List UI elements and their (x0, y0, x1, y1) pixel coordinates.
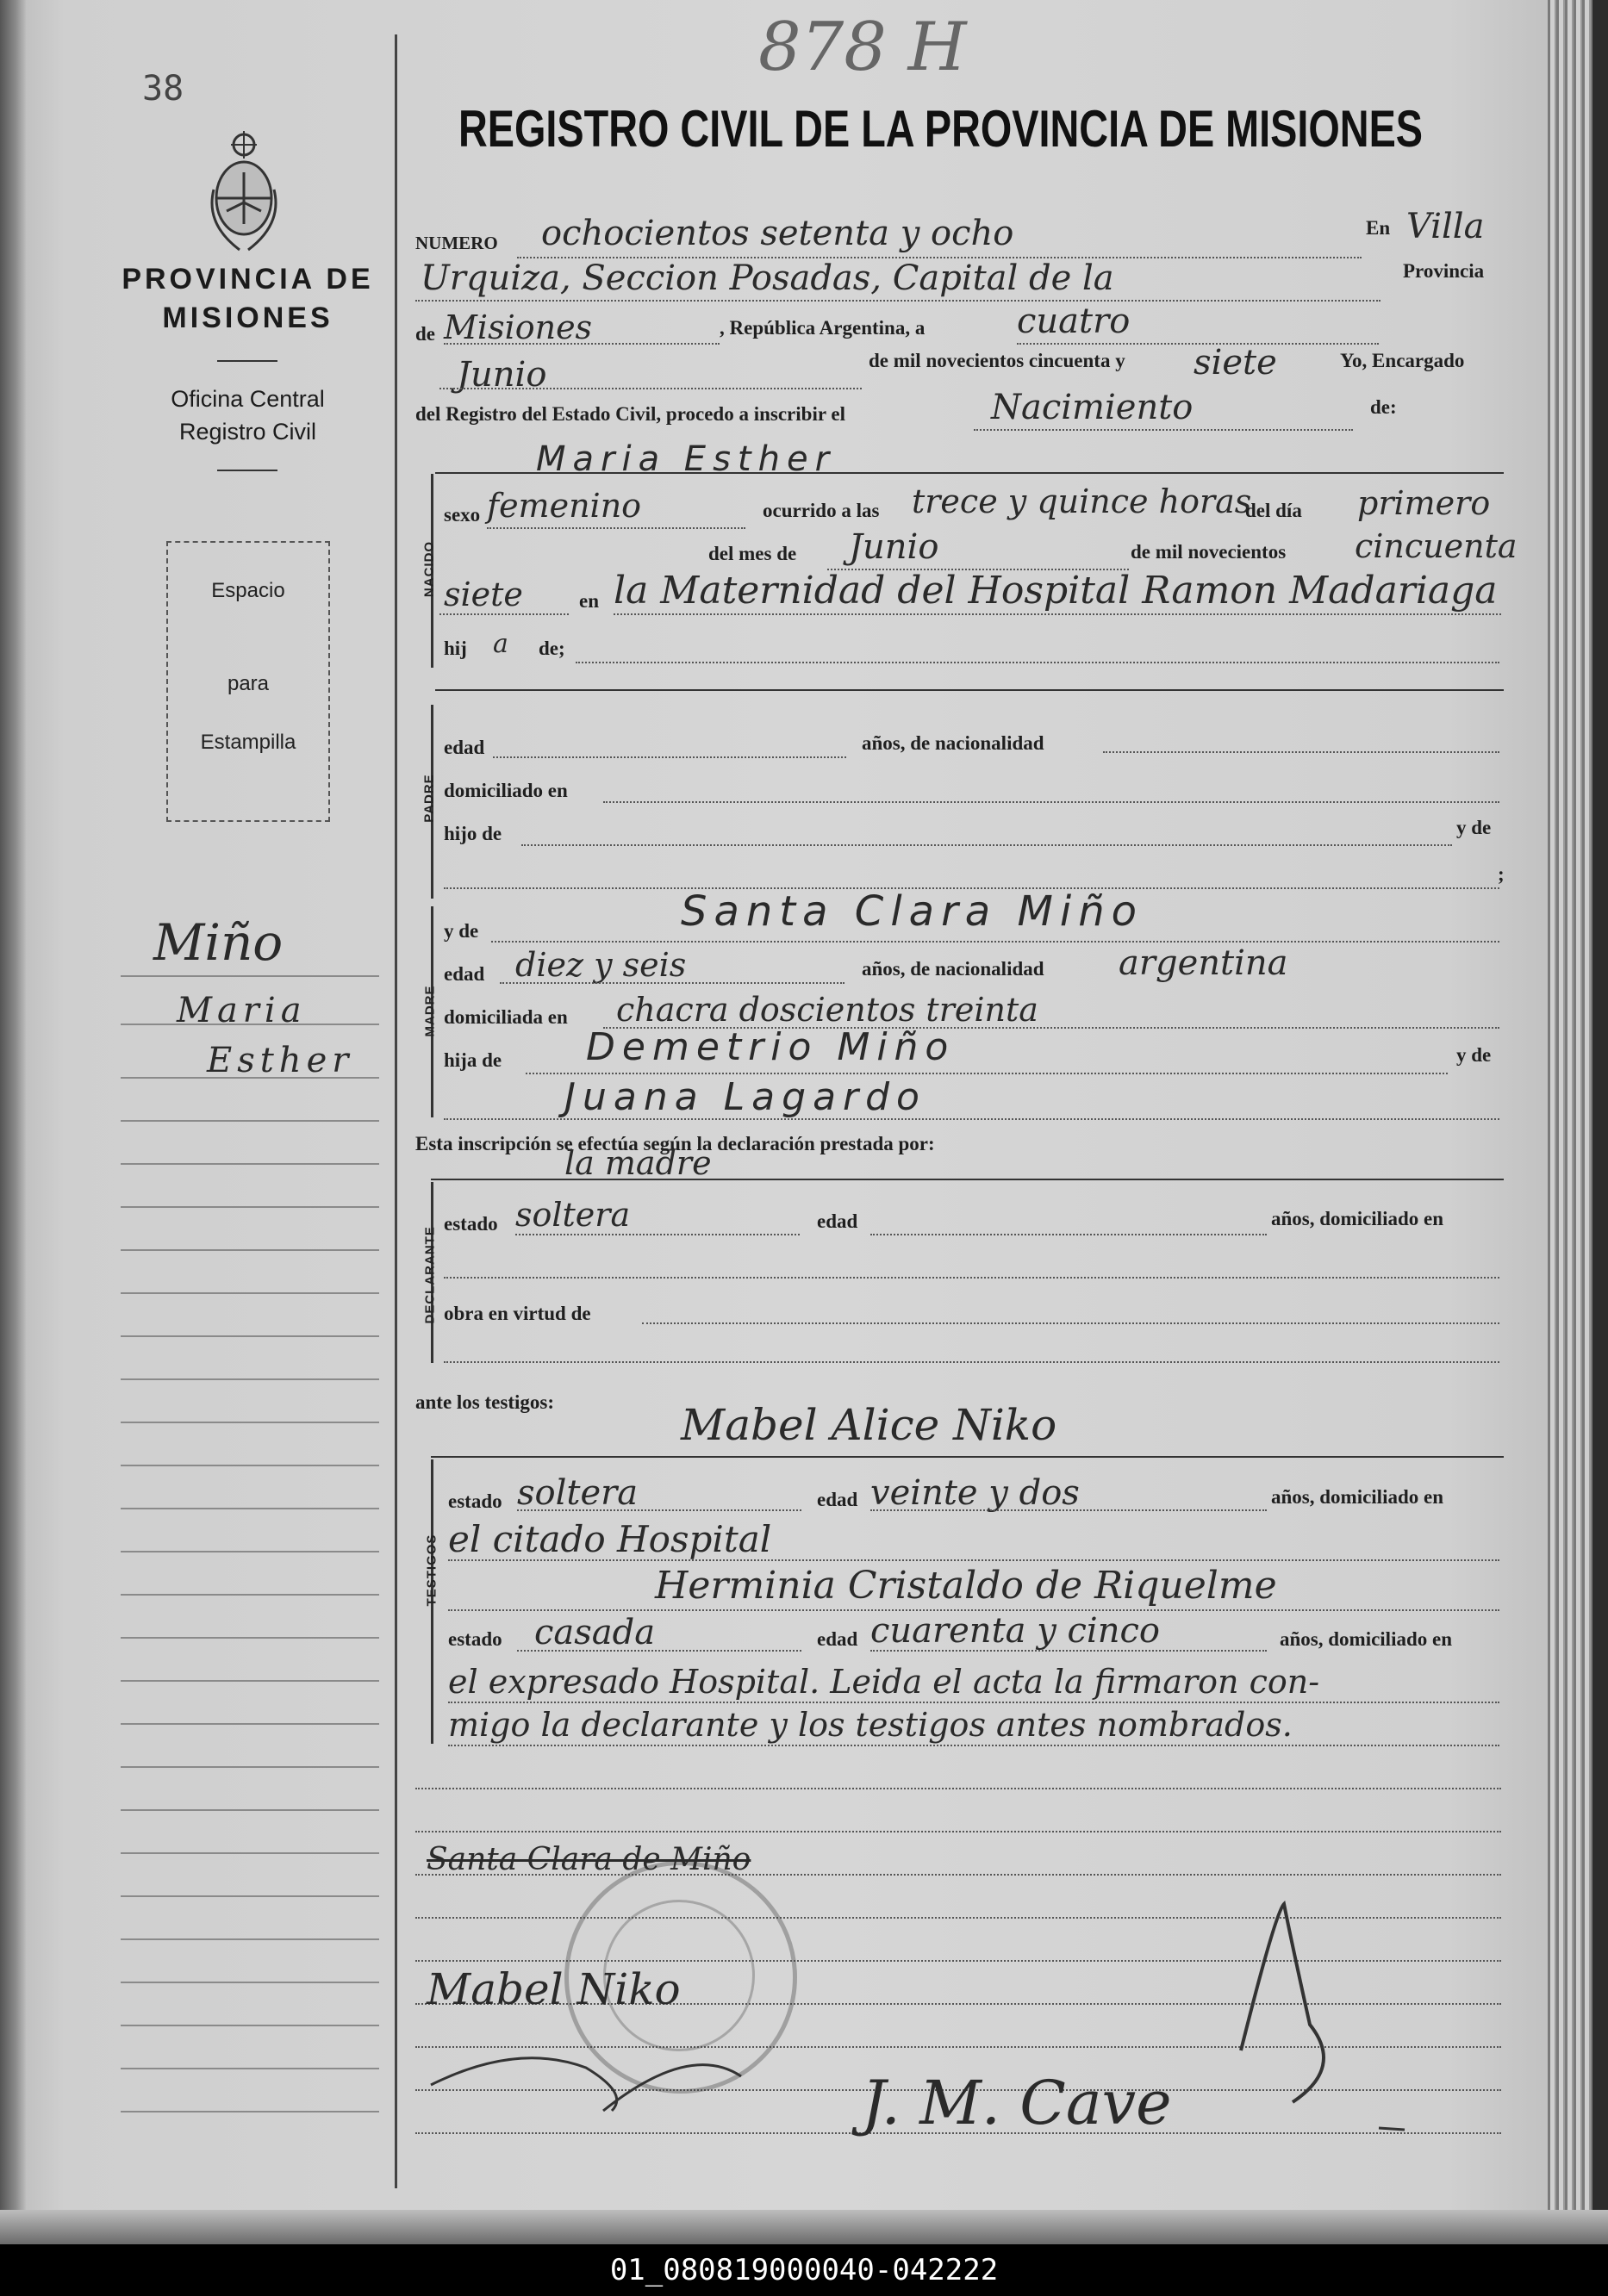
mes-nacimiento-value: Junio (849, 527, 939, 567)
en-label: En (1366, 217, 1391, 239)
provincia-value: Misiones (444, 308, 593, 346)
declarante-por-value: la madre (564, 1144, 712, 1182)
anio-value: siete (1194, 343, 1277, 383)
padre-domiciliado-label: domiciliado en (444, 780, 568, 801)
cierre-linea-1: el expresado Hospital. Leida el acta la firmaron con- (448, 1663, 1320, 1701)
padre-anios-label: años, de nacionalidad (862, 732, 1044, 754)
t1-domicilio-value: el citado Hospital (448, 1518, 772, 1560)
page-number-stamp: 38 (142, 69, 184, 109)
madre-nombre-value: Santa Clara Miño (681, 887, 1144, 936)
office-name-line1: Oficina Central (171, 386, 325, 412)
declarante-section-label: DECLARANTE (422, 1226, 438, 1324)
hij-label: hij (444, 638, 467, 659)
image-id-footer: 01_080819000040-042222 (0, 2244, 1608, 2296)
dia-nacimiento-value: primero (1357, 484, 1491, 522)
del-registro-label: del Registro del Estado Civil, procedo a inscribir el (415, 403, 845, 425)
acto-value: Nacimiento (991, 388, 1194, 427)
dia-value: cuatro (1017, 302, 1131, 341)
margin-surname: Miño (153, 913, 284, 972)
localidad-value: Urquiza, Seccion Posadas, Capital de la (421, 258, 1114, 298)
firma-encargado: J. M. Cave (862, 2068, 1172, 2138)
madre-anios-label: años, de nacionalidad (862, 958, 1044, 980)
padre-section-label: PADRE (421, 774, 437, 823)
madre-edad-label: edad (444, 963, 485, 985)
margin-name-2: Esther (207, 1041, 354, 1080)
testigo2-nombre: Herminia Cristaldo de Riquelme (655, 1564, 1277, 1608)
declarante-estado-label: estado (444, 1213, 498, 1235)
obra-label: obra en virtud de (444, 1303, 591, 1324)
madre-section-label: MADRE (422, 985, 438, 1037)
column-divider (395, 34, 397, 2188)
stamp-label-1: Espacio (211, 579, 285, 602)
declarante-estado-value: soltera (515, 1196, 631, 1234)
t1-estado-label: estado (448, 1490, 502, 1512)
madre-edad-value: diez y seis (515, 946, 687, 984)
del-dia-label: del día (1245, 500, 1302, 521)
t2-estado-label: estado (448, 1628, 502, 1650)
firma-testigo: Mabel Niko (427, 1964, 681, 2014)
en-lugar-label: en (579, 590, 599, 612)
numero-value: ochocientos setenta y ocho (541, 214, 1014, 253)
madre-hija-de-label: hija de (444, 1049, 502, 1071)
provincia-label: Provincia (1403, 260, 1485, 282)
lugar-nacimiento-value: la Maternidad del Hospital Ramon Madariaga (614, 569, 1498, 613)
nacido-section-label: NACIDO (421, 540, 437, 598)
t1-edad-label: edad (817, 1489, 858, 1510)
mil-label: de mil novecientos cincuenta y (869, 350, 1125, 371)
padre-hijo-de-label: hijo de (444, 823, 502, 844)
ocurrido-label: ocurrido a las (763, 500, 880, 521)
t2-edad-label: edad (817, 1628, 858, 1650)
stamp-label-3: Estampilla (200, 731, 296, 754)
del-mes-label: del mes de (708, 543, 797, 564)
anio-nacimiento-value-2: siete (444, 576, 523, 613)
province-name-line2: MISIONES (162, 302, 333, 334)
page-edge-shadow (1592, 0, 1608, 2244)
de-label: de (415, 323, 435, 345)
t1-anios-label: años, domiciliado en (1271, 1486, 1444, 1508)
sidebar-divider (217, 470, 277, 471)
stamp-label-2: para (227, 672, 270, 695)
margin-name-1: Maria (177, 991, 307, 1030)
sexo-value: femenino (487, 487, 642, 525)
mil-nacido-label: de mil novecientos (1131, 541, 1287, 563)
province-name-line1: PROVINCIA DE (122, 263, 374, 296)
mes-value: Junio (457, 355, 547, 395)
page-title: REGISTRO CIVIL DE LA PROVINCIA DE MISIONES (458, 100, 1423, 158)
republica-label: , República Argentina, a (720, 317, 926, 339)
t2-anios-label: años, domiciliado en (1280, 1628, 1453, 1650)
madre-madre-value: Juana Lagardo (564, 1075, 926, 1119)
sidebar-divider (217, 360, 277, 362)
folio-number: 878 H (758, 9, 967, 86)
declarante-edad-label: edad (817, 1210, 858, 1232)
bottom-edge (0, 2210, 1608, 2244)
coat-of-arms-icon (196, 129, 291, 258)
madre-domicilio-value: chacra doscientos treinta (616, 991, 1038, 1029)
t2-edad-value: cuarenta y cinco (870, 1611, 1160, 1651)
hora-value: trece y quince horas (912, 482, 1252, 520)
book-binding (0, 0, 26, 2244)
madre-padre-value: Demetrio Miño (586, 1025, 956, 1069)
office-name-line2: Registro Civil (178, 419, 317, 445)
de2-label: de: (1370, 396, 1397, 418)
madre-y-de2-label: y de (1456, 1044, 1492, 1066)
anio-nacimiento-value-1: cincuenta (1355, 527, 1518, 565)
firma-declarante: Santa Clara de Miño (427, 1842, 751, 1877)
declarante-anios-label: años, domiciliado en (1271, 1208, 1444, 1229)
padre-y-de-label: y de (1456, 817, 1492, 838)
nombre-nacido: Maria Esther (536, 439, 837, 479)
de-padres-label: de; (539, 638, 565, 659)
madre-y-de-label: y de (444, 920, 479, 942)
madre-domiciliada-label: domiciliada en (444, 1006, 568, 1028)
declaracion-intro: Esta inscripción se efectúa según la declaración prestada por: (415, 1133, 935, 1154)
madre-nacionalidad-value: argentina (1119, 943, 1288, 983)
hij-value: a (493, 629, 508, 659)
testigos-section-label: TESTIGOS (424, 1534, 439, 1607)
padre-edad-label: edad (444, 737, 485, 758)
en-value-1: Villa (1406, 207, 1485, 246)
numero-label: NUMERO (415, 233, 498, 253)
testigos-intro: ante los testigos: (415, 1391, 554, 1413)
testigo1-nombre: Mabel Alice Niko (681, 1400, 1057, 1450)
t1-estado-value: soltera (517, 1473, 639, 1513)
t1-edad-value: veinte y dos (870, 1473, 1080, 1513)
signature-flourishes (414, 1895, 1413, 2188)
yo-encargado-label: Yo, Encargado (1340, 350, 1465, 371)
stamp-space-box (166, 541, 330, 822)
cierre-linea-2: migo la declarante y los testigos antes nombrados. (448, 1706, 1293, 1744)
padre-semicolon: ; (1498, 863, 1505, 885)
t2-estado-value: casada (534, 1613, 656, 1652)
sexo-label: sexo (444, 504, 481, 526)
